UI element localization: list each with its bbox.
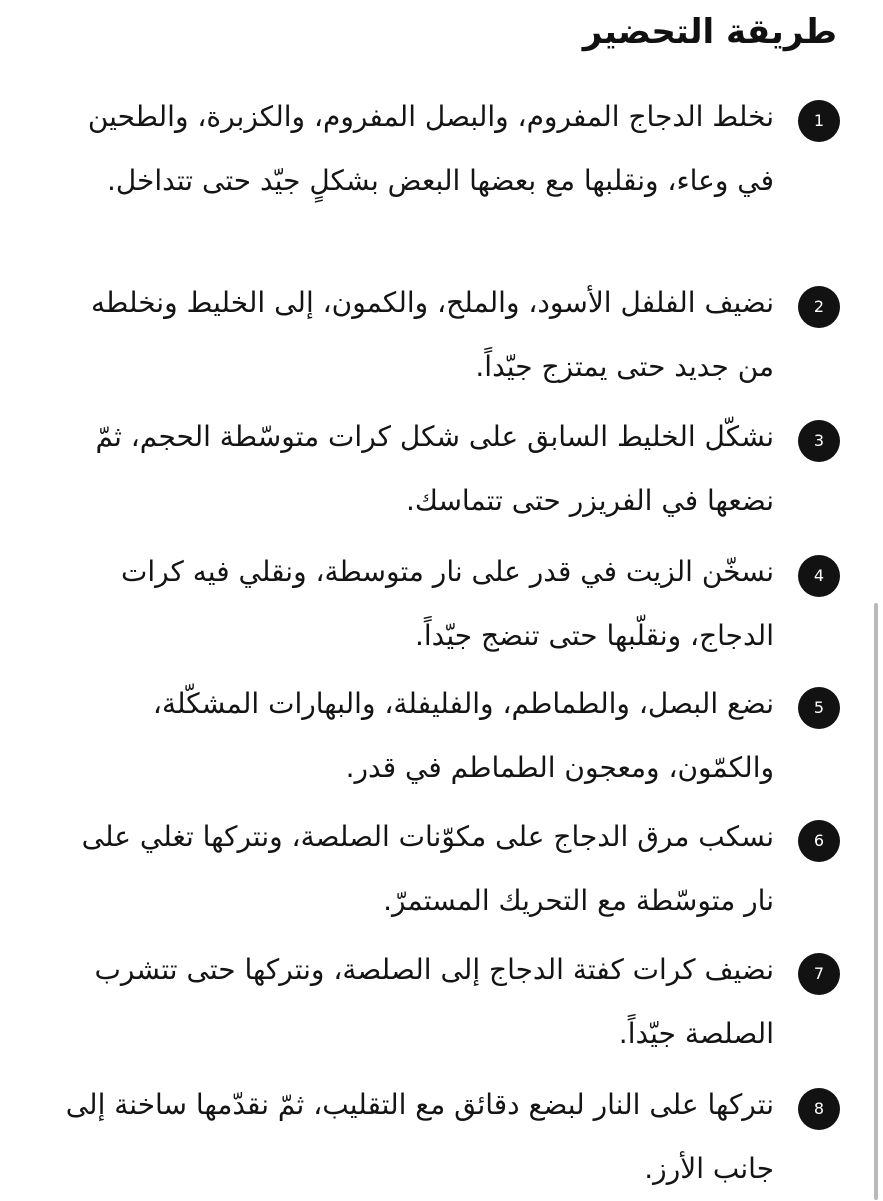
step-text: نضيف الفلفل الأسود، والملح، والكمون، إلى الخليط ونخلطه من جديد حتى يمتزج جيّداً. xyxy=(90,286,774,383)
step-number-badge: 8 xyxy=(798,1088,840,1130)
step-number-badge: 6 xyxy=(798,820,840,862)
step-number-badge: 4 xyxy=(798,555,840,597)
step-text: نسخّن الزيت في قدر على نار متوسطة، ونقلي فيه كرات الدجاج، ونقلّبها حتى تنضج جيّداً. xyxy=(120,555,774,652)
step-text: نتركها على النار لبضع دقائق مع التقليب، ثمّ نقدّمها ساخنة إلى جانب الأرز. xyxy=(65,1088,774,1185)
section-title: طريقة التحضير xyxy=(582,12,837,52)
vertical-scrollbar[interactable] xyxy=(874,603,878,1200)
step-number-badge: 5 xyxy=(798,687,840,729)
step-text: نشكّل الخليط السابق على شكل كرات متوسّطة الحجم، ثمّ نضعها في الفريزر حتى تتماسك. xyxy=(95,420,774,517)
step-number-badge: 7 xyxy=(798,953,840,995)
step-number-badge: 3 xyxy=(798,420,840,462)
step-text: نضع البصل، والطماطم، والفليفلة، والبهارات المشكّلة، والكمّون، ومعجون الطماطم في قدر. xyxy=(152,687,774,784)
step-number-badge: 1 xyxy=(798,100,840,142)
step-text: نضيف كرات كفتة الدجاج إلى الصلصة، ونتركها حتى تتشرب الصلصة جيّداً. xyxy=(94,953,774,1050)
step-text: نسكب مرق الدجاج على مكوّنات الصلصة، ونتركها تغلي على نار متوسّطة مع التحريك المستمرّ. xyxy=(81,820,774,917)
step-text: نخلط الدجاج المفروم، والبصل المفروم، والكزبرة، والطحين في وعاء، ونقلبها مع بعضها البعض بشكلٍ جيّد حتى تتداخل. xyxy=(87,100,774,197)
step-number-badge: 2 xyxy=(798,286,840,328)
